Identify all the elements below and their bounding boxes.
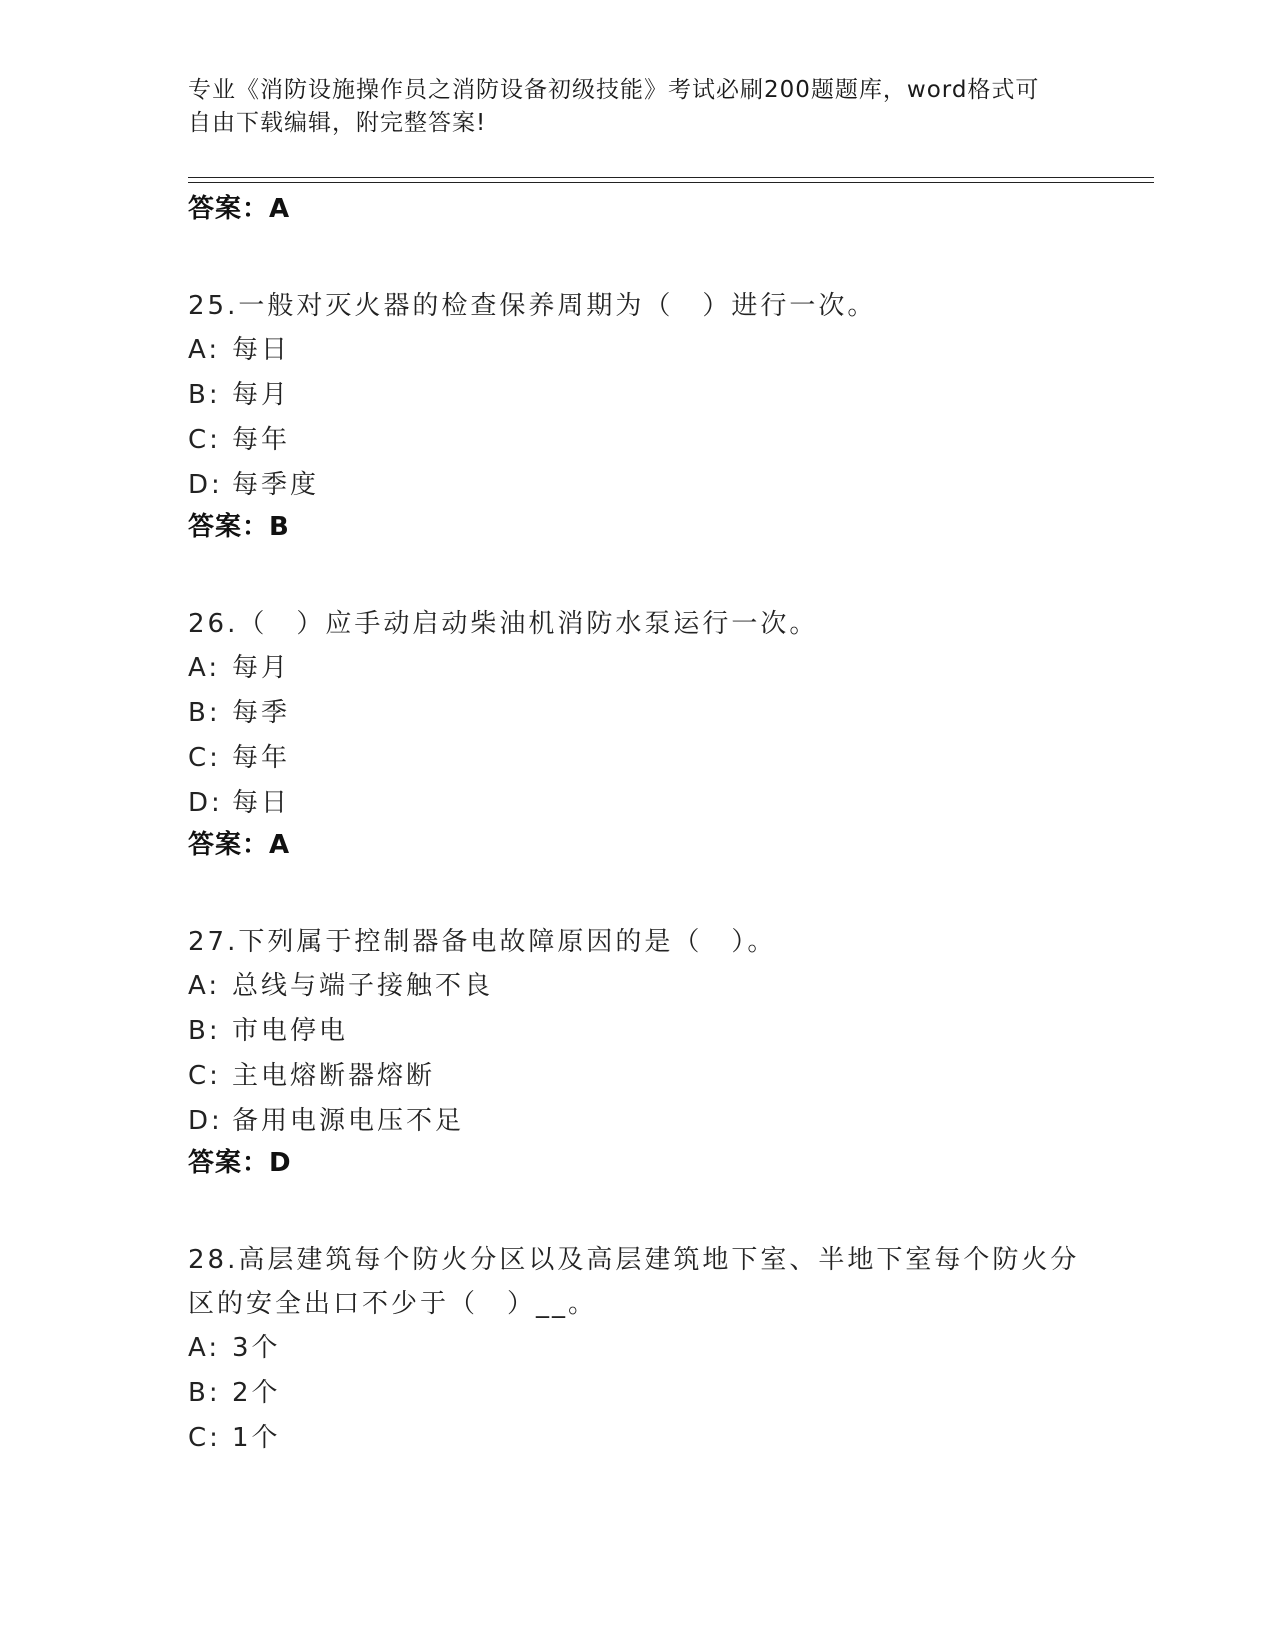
option-key: C: xyxy=(188,425,221,455)
option-a xyxy=(188,646,1088,691)
question-text xyxy=(188,284,1088,328)
option-key: A: xyxy=(188,653,221,683)
answer-line: 答案：A xyxy=(188,194,291,224)
question-text xyxy=(188,920,1088,964)
document-header xyxy=(188,74,1088,140)
option-text: 2个 xyxy=(232,1378,281,1408)
option-text: 总线与端子接触不良 xyxy=(232,971,494,1001)
option-key: C: xyxy=(188,1423,221,1453)
question-number: 28. xyxy=(188,1245,239,1275)
spacer xyxy=(188,864,1088,920)
question-number: 27. xyxy=(188,927,239,957)
option-key: B: xyxy=(188,698,221,728)
header-line-1: 专业《消防设施操作员之消防设备初级技能》考试必刷200题题库，word格式可 xyxy=(188,77,1040,103)
question-text xyxy=(188,1238,1088,1326)
spacer xyxy=(188,1182,1088,1238)
option-key: D: xyxy=(188,1106,223,1136)
question-stem: （ ）应手动启动柴油机消防水泵运行一次。 xyxy=(238,609,819,639)
option-key: D: xyxy=(188,788,223,818)
option-text: 每季度 xyxy=(232,470,320,500)
option-text: 市电停电 xyxy=(232,1016,349,1046)
option-key: C: xyxy=(188,1061,221,1091)
option-b xyxy=(188,1009,1088,1054)
option-d xyxy=(188,781,1088,826)
option-text: 备用电源电压不足 xyxy=(232,1106,465,1136)
header-divider-bottom xyxy=(188,182,1154,183)
answer-line: 答案：A xyxy=(188,830,291,860)
question-number: 25. xyxy=(188,291,239,321)
question-28 xyxy=(188,1238,1088,1326)
option-b xyxy=(188,691,1088,736)
question-list xyxy=(188,190,1088,1461)
question-stem: 下列属于控制器备电故障原因的是（ ）。 xyxy=(238,927,777,957)
question-27 xyxy=(188,920,1088,964)
option-text: 每年 xyxy=(232,743,291,773)
question-25 xyxy=(188,284,1088,328)
answer-line: 答案：B xyxy=(188,512,290,542)
option-text: 每日 xyxy=(232,788,291,818)
spacer xyxy=(188,546,1088,602)
option-c xyxy=(188,736,1088,781)
option-text: 每季 xyxy=(232,698,291,728)
option-text: 每日 xyxy=(232,335,291,365)
option-key: A: xyxy=(188,335,221,365)
option-key: C: xyxy=(188,743,221,773)
option-key: D: xyxy=(188,470,223,500)
header-line-2: 自由下载编辑，附完整答案! xyxy=(188,110,487,136)
option-d xyxy=(188,463,1088,508)
spacer xyxy=(188,228,1088,284)
option-text: 每年 xyxy=(232,425,291,455)
option-key: B: xyxy=(188,1016,221,1046)
question-stem: 高层建筑每个防火分区以及高层建筑地下室、半地下室每个防火分区的安全出口不少于（ ）__。 xyxy=(188,1245,1080,1319)
option-c xyxy=(188,418,1088,463)
option-c xyxy=(188,1416,1088,1461)
option-key: A: xyxy=(188,971,221,1001)
header-divider-top xyxy=(188,177,1154,178)
option-a xyxy=(188,328,1088,373)
option-key: A: xyxy=(188,1333,221,1363)
question-number: 26. xyxy=(188,609,239,639)
option-text: 1个 xyxy=(232,1423,281,1453)
answer-line: 答案：D xyxy=(188,1148,292,1178)
option-key: B: xyxy=(188,380,221,410)
option-text: 主电熔断器熔断 xyxy=(232,1061,436,1091)
question-stem: 一般对灭火器的检查保养周期为（ ）进行一次。 xyxy=(238,291,877,321)
option-key: B: xyxy=(188,1378,221,1408)
option-text: 每月 xyxy=(232,380,291,410)
question-26 xyxy=(188,602,1088,646)
option-b xyxy=(188,373,1088,418)
option-text: 每月 xyxy=(232,653,291,683)
option-b xyxy=(188,1371,1088,1416)
question-text xyxy=(188,602,1088,646)
option-d xyxy=(188,1099,1088,1144)
option-text: 3个 xyxy=(232,1333,281,1363)
option-a xyxy=(188,964,1088,1009)
option-c xyxy=(188,1054,1088,1099)
option-a xyxy=(188,1326,1088,1371)
